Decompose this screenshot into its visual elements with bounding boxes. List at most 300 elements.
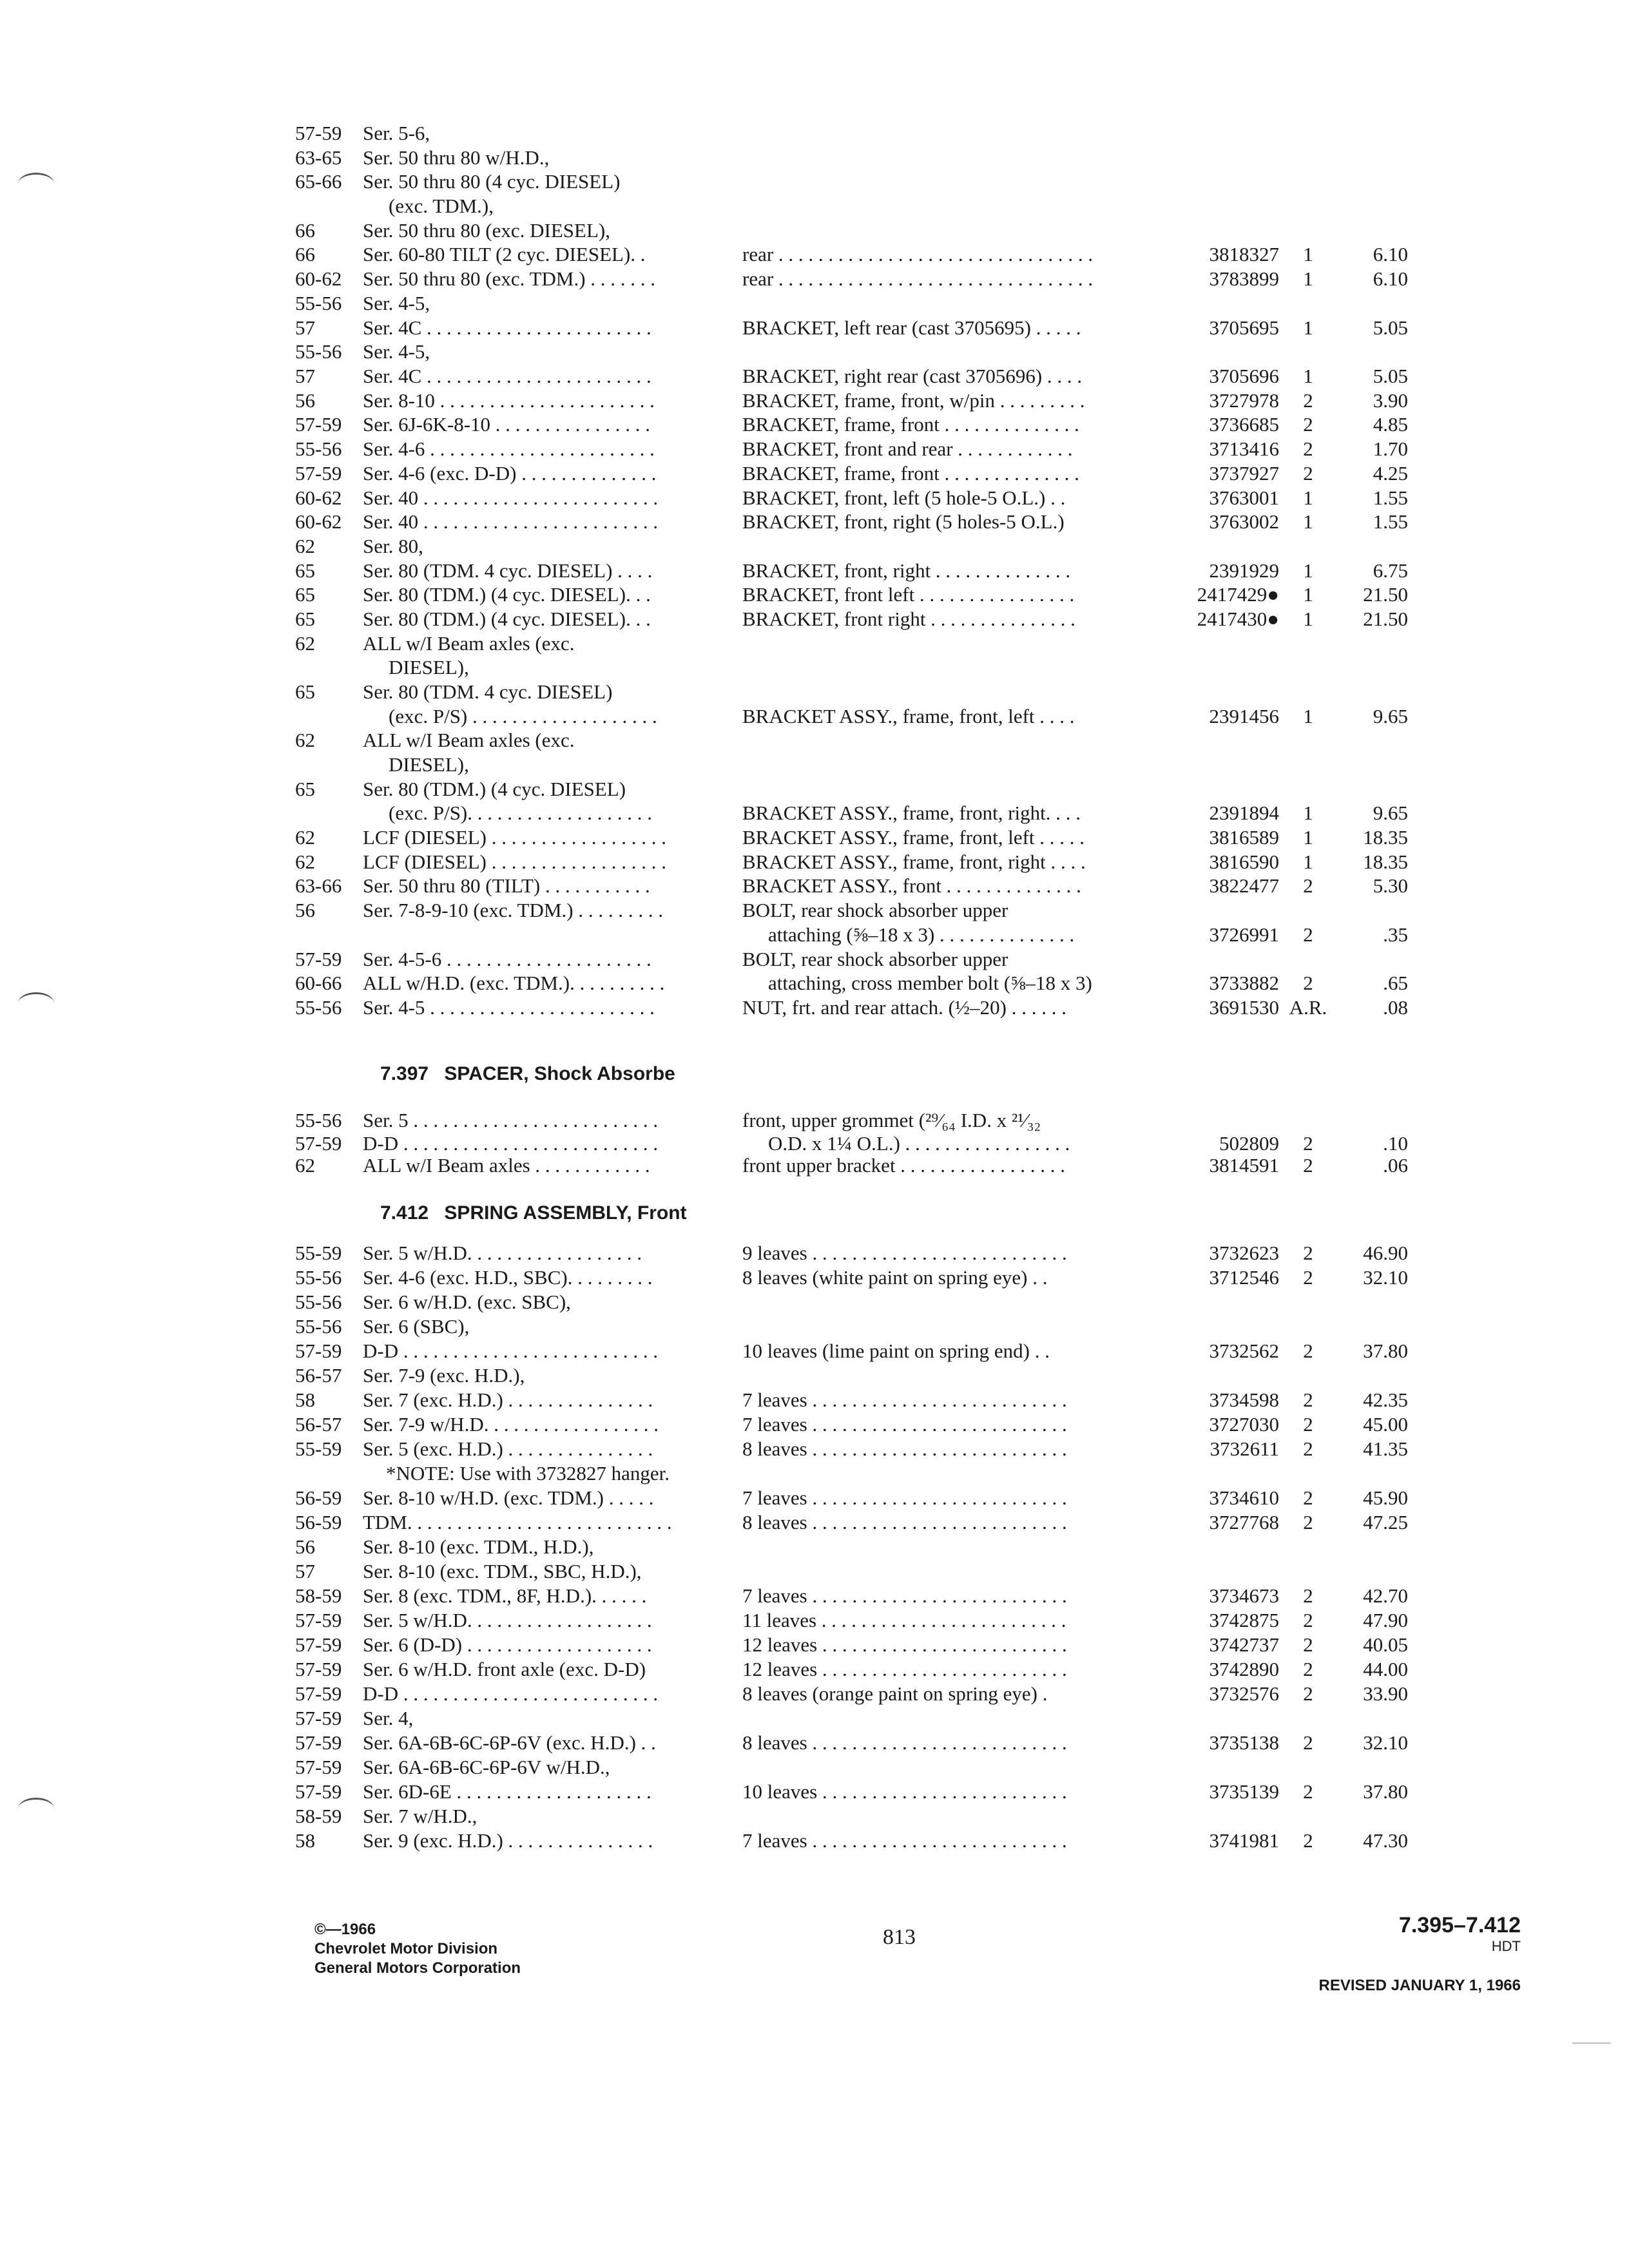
model-year: 57 <box>295 316 315 339</box>
list-item <box>0 801 1629 825</box>
part-description: 12 leaves . . . . . . . . . . . . . . . . . . . . . . . . . <box>742 1658 1067 1680</box>
model-application: Ser. 6J-6K-8-10 . . . . . . . . . . . . . . . . <box>363 413 651 436</box>
model-year: 57-59 <box>295 462 342 485</box>
part-number: 3691530 <box>1209 996 1279 1019</box>
part-description: 8 leaves (white paint on spring eye) . . <box>742 1266 1048 1289</box>
model-year: 60-62 <box>295 267 342 290</box>
part-number: 3736685 <box>1209 413 1279 436</box>
model-application: Ser. 8-10 w/H.D. (exc. TDM.) . . . . . <box>363 1486 654 1509</box>
model-year: 57-59 <box>295 1682 342 1705</box>
price: 1.55 <box>1373 510 1408 533</box>
part-description: BOLT, rear shock absorber upper <box>742 899 1008 921</box>
quantity: 1 <box>1303 559 1313 582</box>
part-description: attaching, cross member bolt (⅝–18 x 3) <box>768 972 1092 994</box>
price: 6.10 <box>1373 243 1408 265</box>
list-item <box>0 582 1629 607</box>
list-item <box>0 1290 1629 1314</box>
model-year: 57-59 <box>295 1731 342 1754</box>
model-year: 57-59 <box>295 1658 342 1680</box>
part-number: 3734598 <box>1209 1389 1279 1411</box>
part-number: 3733882 <box>1209 972 1279 994</box>
model-year: 58 <box>295 1389 315 1411</box>
quantity: 2 <box>1303 1132 1313 1155</box>
model-year: 60-66 <box>295 972 342 994</box>
part-number: 2417430● <box>1197 608 1279 630</box>
model-year: 57-59 <box>295 1340 342 1362</box>
quantity: 1 <box>1303 316 1313 339</box>
quantity: 2 <box>1303 437 1313 460</box>
model-application: Ser. 80 (TDM. 4 cyc. DIESEL) <box>363 680 613 703</box>
quantity: 1 <box>1303 583 1313 606</box>
model-application: (exc. TDM.), <box>389 195 494 217</box>
model-year: 56 <box>295 899 315 921</box>
model-application: Ser. 6A-6B-6C-6P-6V w/H.D., <box>363 1756 610 1778</box>
part-number: 502809 <box>1219 1132 1279 1155</box>
part-description: 7 leaves . . . . . . . . . . . . . . . . . . . . . . . . . . <box>742 1389 1067 1411</box>
part-number: 3741981 <box>1209 1829 1279 1852</box>
quantity: 2 <box>1303 1682 1313 1705</box>
price: 4.85 <box>1373 413 1408 436</box>
model-application: Ser. 50 thru 80 (exc. DIESEL), <box>363 219 610 242</box>
part-description: BRACKET, frame, front . . . . . . . . . . . . . . <box>742 462 1079 485</box>
model-year: 65 <box>295 680 315 703</box>
model-year: 57-59 <box>295 1132 342 1155</box>
price: 4.25 <box>1373 462 1408 485</box>
model-application: Ser. 5 w/H.D. . . . . . . . . . . . . . . . . . . <box>363 1609 652 1631</box>
model-year: 56-59 <box>295 1511 342 1533</box>
price: .35 <box>1383 923 1408 946</box>
list-item <box>0 1108 1629 1133</box>
price: 1.70 <box>1373 437 1408 460</box>
price: 33.90 <box>1363 1682 1408 1705</box>
model-year: 65-66 <box>295 170 342 193</box>
model-year: 56-57 <box>295 1413 342 1436</box>
model-application: ALL w/I Beam axles (exc. <box>363 632 575 655</box>
part-description: 10 leaves (lime paint on spring end) . . <box>742 1340 1050 1362</box>
list-item <box>0 412 1629 437</box>
part-description: 8 leaves . . . . . . . . . . . . . . . . . . . . . . . . . . <box>742 1437 1067 1460</box>
part-description: BRACKET, front and rear . . . . . . . . . . . . <box>742 437 1073 460</box>
list-item <box>0 486 1629 510</box>
part-number: 3727030 <box>1209 1413 1279 1436</box>
part-description: BRACKET, left rear (cast 3705695) . . . . . <box>742 316 1081 339</box>
part-number: 2391929 <box>1209 559 1279 582</box>
quantity: 2 <box>1303 1154 1313 1177</box>
price: 9.65 <box>1373 705 1408 727</box>
model-application: D-D . . . . . . . . . . . . . . . . . . . . . . . . . . <box>363 1132 659 1155</box>
division: Chevrolet Motor Division <box>314 1940 498 1957</box>
quantity: 1 <box>1303 510 1313 533</box>
quantity: 1 <box>1303 802 1313 824</box>
list-item <box>0 631 1629 656</box>
quantity: 2 <box>1303 1242 1313 1264</box>
part-number: 3727768 <box>1209 1511 1279 1533</box>
part-description: BOLT, rear shock absorber upper <box>742 948 1008 970</box>
part-number: 3726991 <box>1209 923 1279 946</box>
list-item <box>0 704 1629 729</box>
model-year: 66 <box>295 219 315 242</box>
part-number: 3742737 <box>1209 1633 1279 1656</box>
model-year: 57-59 <box>295 413 342 436</box>
model-year: 65 <box>295 559 315 582</box>
list-item <box>0 194 1629 218</box>
model-application: Ser. 4-5, <box>363 292 430 314</box>
part-description: 7 leaves . . . . . . . . . . . . . . . . . . . . . . . . . . <box>742 1584 1067 1607</box>
quantity: 2 <box>1303 1486 1313 1509</box>
quantity: 2 <box>1303 1633 1313 1656</box>
section-number: 7.412 <box>380 1202 429 1224</box>
part-number: 3727978 <box>1209 389 1279 412</box>
list-item <box>0 1363 1629 1388</box>
model-year: 55-56 <box>295 996 342 1019</box>
part-number: 3732576 <box>1209 1682 1279 1705</box>
price: 42.35 <box>1363 1389 1408 1411</box>
list-item <box>0 1153 1629 1178</box>
classification: HDT <box>1491 1938 1521 1954</box>
list-item <box>0 389 1629 413</box>
list-item <box>0 923 1629 947</box>
model-application: Ser. 4, <box>363 1707 414 1729</box>
edge-rule <box>1572 2042 1611 2044</box>
part-description: BRACKET, front, right (5 holes-5 O.L.) <box>742 510 1065 533</box>
price: 47.90 <box>1363 1609 1408 1631</box>
part-description: 10 leaves . . . . . . . . . . . . . . . . . . . . . . . . . <box>742 1780 1067 1803</box>
model-application: DIESEL), <box>389 656 469 678</box>
model-application: Ser. 80 (TDM.) (4 cyc. DIESEL). . . <box>363 608 651 630</box>
model-year: 57-59 <box>295 1780 342 1803</box>
list-item <box>0 1437 1629 1461</box>
model-application: LCF (DIESEL) . . . . . . . . . . . . . . . . . . <box>363 826 667 849</box>
part-description: BRACKET ASSY., frame, front, left . . . . . <box>742 826 1085 849</box>
part-number: 3734610 <box>1209 1486 1279 1509</box>
model-year: 57-59 <box>295 1756 342 1778</box>
model-year: 57-59 <box>295 1609 342 1631</box>
part-description: BRACKET ASSY., frame, front, left . . . . <box>742 705 1075 727</box>
list-item <box>0 242 1629 267</box>
list-item <box>0 121 1629 146</box>
model-application: Ser. 7 w/H.D., <box>363 1805 477 1827</box>
model-application: D-D . . . . . . . . . . . . . . . . . . . . . . . . . . <box>363 1340 659 1362</box>
section-heading-spacer <box>380 1063 675 1085</box>
price: .10 <box>1383 1132 1408 1155</box>
quantity: 2 <box>1303 1511 1313 1533</box>
part-description: 9 leaves . . . . . . . . . . . . . . . . . . . . . . . . . . <box>742 1242 1067 1264</box>
copyright: ©—1966 <box>314 1921 376 1938</box>
price: 32.10 <box>1363 1266 1408 1289</box>
model-year: 62 <box>295 850 315 873</box>
part-number: 3763001 <box>1209 486 1279 509</box>
price: 37.80 <box>1363 1340 1408 1362</box>
part-number: 3818327 <box>1209 243 1279 265</box>
price: 6.10 <box>1373 267 1408 290</box>
part-number: 2417429● <box>1197 583 1279 606</box>
list-item <box>0 777 1629 802</box>
price: 41.35 <box>1363 1437 1408 1460</box>
quantity: 2 <box>1303 1266 1313 1289</box>
part-description: 7 leaves . . . . . . . . . . . . . . . . . . . . . . . . . . <box>742 1829 1067 1852</box>
list-item <box>0 1706 1629 1731</box>
part-description: O.D. x 1¼ O.L.) . . . . . . . . . . . . . . . . . <box>768 1132 1070 1155</box>
model-year: 56-57 <box>295 1364 342 1387</box>
model-application: Ser. 4-6 . . . . . . . . . . . . . . . . . . . . . . . <box>363 437 655 460</box>
price: 37.80 <box>1363 1780 1408 1803</box>
model-application: Ser. 6 (SBC), <box>363 1315 470 1338</box>
price: 5.05 <box>1373 365 1408 387</box>
quantity: 2 <box>1303 1389 1313 1411</box>
list-item <box>0 169 1629 194</box>
model-year: 56 <box>295 389 315 412</box>
model-application: Ser. 50 thru 80 w/H.D., <box>363 146 550 169</box>
model-application: Ser. 80, <box>363 535 423 557</box>
model-application: Ser. 4-6 (exc. H.D., SBC). . . . . . . . . <box>363 1266 653 1289</box>
quantity: 2 <box>1303 1731 1313 1754</box>
quantity: 2 <box>1303 1413 1313 1436</box>
model-application: Ser. 4-5-6 . . . . . . . . . . . . . . . . . . . . . <box>363 948 651 970</box>
model-application: Ser. 5 w/H.D. . . . . . . . . . . . . . . . . . <box>363 1242 642 1264</box>
part-number: 3713416 <box>1209 437 1279 460</box>
list-item <box>0 1265 1629 1290</box>
model-application: Ser. 40 . . . . . . . . . . . . . . . . . . . . . . . . <box>363 486 659 509</box>
model-application: Ser. 80 (TDM.) (4 cyc. DIESEL) <box>363 778 626 800</box>
price: .06 <box>1383 1154 1408 1177</box>
price: 47.25 <box>1363 1511 1408 1533</box>
list-item <box>0 1388 1629 1412</box>
model-application: Ser. 8-10 (exc. TDM., H.D.), <box>363 1535 594 1558</box>
list-item <box>0 437 1629 461</box>
list-item <box>0 1804 1629 1829</box>
list-item <box>0 1241 1629 1265</box>
list-item <box>0 971 1629 995</box>
part-description: BRACKET ASSY., front . . . . . . . . . . . . . . <box>742 874 1081 897</box>
model-year: 56 <box>295 1535 315 1558</box>
part-description: rear . . . . . . . . . . . . . . . . . . . . . . . . . . . . . . . . <box>742 243 1094 265</box>
list-item <box>0 510 1629 534</box>
list-item <box>0 461 1629 486</box>
model-application: Ser. 50 thru 80 (4 cyc. DIESEL) <box>363 170 621 193</box>
price: 45.90 <box>1363 1486 1408 1509</box>
quantity: 1 <box>1303 486 1313 509</box>
list-item <box>0 655 1629 680</box>
model-application: *NOTE: Use with 3732827 hanger. <box>386 1462 670 1485</box>
model-year: 58 <box>295 1829 315 1852</box>
model-year: 57-59 <box>295 948 342 970</box>
model-application: Ser. 5-6, <box>363 122 430 144</box>
part-description: BRACKET ASSY., frame, front, right . . . . <box>742 850 1086 873</box>
list-item <box>0 1682 1629 1706</box>
model-application: Ser. 80 (TDM.) (4 cyc. DIESEL). . . <box>363 583 651 606</box>
price: 18.35 <box>1363 850 1408 873</box>
model-year: 57-59 <box>295 1633 342 1656</box>
model-application: Ser. 80 (TDM. 4 cyc. DIESEL) . . . . <box>363 559 653 582</box>
list-item <box>0 316 1629 340</box>
list-item <box>0 825 1629 850</box>
model-year: 55-56 <box>295 1109 342 1131</box>
list-item <box>0 898 1629 923</box>
list-item <box>0 1461 1629 1486</box>
part-number: 3734673 <box>1209 1584 1279 1607</box>
model-application: Ser. 40 . . . . . . . . . . . . . . . . . . . . . . . . <box>363 510 659 533</box>
part-number: 3732623 <box>1209 1242 1279 1264</box>
part-description: front upper bracket . . . . . . . . . . . . . . . . . <box>742 1154 1066 1177</box>
model-year: 63-66 <box>295 874 342 897</box>
model-year: 62 <box>295 729 315 751</box>
list-item <box>0 607 1629 631</box>
model-application: Ser. 9 (exc. H.D.) . . . . . . . . . . . . . . . <box>363 1829 653 1852</box>
part-number: 3742890 <box>1209 1658 1279 1680</box>
quantity: 2 <box>1303 1584 1313 1607</box>
model-application: ALL w/I Beam axles (exc. <box>363 729 575 751</box>
model-year: 55-56 <box>295 437 342 460</box>
model-year: 60-62 <box>295 486 342 509</box>
part-description: BRACKET, front, right . . . . . . . . . . . . . . <box>742 559 1071 582</box>
part-description: front, upper grommet (²⁹⁄₆₄ I.D. x ²¹⁄₃₂ <box>742 1109 1041 1131</box>
model-application: Ser. 7-9 (exc. H.D.), <box>363 1364 525 1387</box>
price: 46.90 <box>1363 1242 1408 1264</box>
list-item <box>0 146 1629 170</box>
price: 32.10 <box>1363 1731 1408 1754</box>
price: 1.55 <box>1373 486 1408 509</box>
list-item <box>0 995 1629 1020</box>
model-year: 57 <box>295 365 315 387</box>
price: .08 <box>1383 996 1408 1019</box>
quantity: 2 <box>1303 413 1313 436</box>
list-item <box>0 680 1629 704</box>
part-number: 3822477 <box>1209 874 1279 897</box>
quantity: 2 <box>1303 923 1313 946</box>
part-description: rear . . . . . . . . . . . . . . . . . . . . . . . . . . . . . . . . <box>742 267 1094 290</box>
model-application: Ser. 60-80 TILT (2 cyc. DIESEL). . <box>363 243 646 265</box>
list-item <box>0 1314 1629 1339</box>
quantity: 2 <box>1303 1658 1313 1680</box>
list-item <box>0 1486 1629 1510</box>
list-item <box>0 1608 1629 1633</box>
list-item <box>0 559 1629 583</box>
quantity: 2 <box>1303 1780 1313 1803</box>
part-description: NUT, frt. and rear attach. (½–20) . . . . . . <box>742 996 1066 1019</box>
model-application: DIESEL), <box>389 753 469 776</box>
price: 5.05 <box>1373 316 1408 339</box>
price: 6.75 <box>1373 559 1408 582</box>
price: 40.05 <box>1363 1633 1408 1656</box>
model-year: 55-56 <box>295 1315 342 1338</box>
model-year: 63-65 <box>295 146 342 169</box>
part-description: 11 leaves . . . . . . . . . . . . . . . . . . . . . . . . . <box>742 1609 1066 1631</box>
page-number: 813 <box>883 1925 916 1949</box>
model-application: TDM. . . . . . . . . . . . . . . . . . . . . . . . . . . <box>363 1511 672 1533</box>
price: 42.70 <box>1363 1584 1408 1607</box>
list-item <box>0 1510 1629 1535</box>
model-application: Ser. 4C . . . . . . . . . . . . . . . . . . . . . . . <box>363 316 651 339</box>
model-application: Ser. 50 thru 80 (TILT) . . . . . . . . . . . <box>363 874 650 897</box>
publisher-block <box>314 1920 521 1978</box>
list-item <box>0 850 1629 874</box>
part-number: 3742875 <box>1209 1609 1279 1631</box>
quantity: 2 <box>1303 874 1313 897</box>
model-application: Ser. 6 (D-D) . . . . . . . . . . . . . . . . . . . <box>363 1633 652 1656</box>
part-description: BRACKET, front, left (5 hole-5 O.L.) . . <box>742 486 1066 509</box>
part-number: 3712546 <box>1209 1266 1279 1289</box>
model-application: Ser. 6 w/H.D. (exc. SBC), <box>363 1291 571 1313</box>
model-year: 62 <box>295 1154 315 1177</box>
list-item <box>0 753 1629 777</box>
model-year: 58-59 <box>295 1805 342 1827</box>
list-item <box>0 1131 1629 1156</box>
part-description: 12 leaves . . . . . . . . . . . . . . . . . . . . . . . . . <box>742 1633 1067 1656</box>
model-application: Ser. 8-10 . . . . . . . . . . . . . . . . . . . . . . <box>363 389 655 412</box>
list-item <box>0 1657 1629 1682</box>
part-description: BRACKET, right rear (cast 3705696) . . . . <box>742 365 1083 387</box>
quantity: 1 <box>1303 608 1313 630</box>
part-number: 3705695 <box>1209 316 1279 339</box>
price: 3.90 <box>1373 389 1408 412</box>
part-number: 3816590 <box>1209 850 1279 873</box>
quantity: 1 <box>1303 267 1313 290</box>
model-application: Ser. 50 thru 80 (exc. TDM.) . . . . . . . <box>363 267 656 290</box>
model-year: 65 <box>295 778 315 800</box>
list-item <box>0 364 1629 389</box>
quantity: 1 <box>1303 826 1313 849</box>
model-application: ALL w/H.D. (exc. TDM.). . . . . . . . . . <box>363 972 665 994</box>
model-year: 58-59 <box>295 1584 342 1607</box>
quantity: 2 <box>1303 1340 1313 1362</box>
model-application: Ser. 8-10 (exc. TDM., SBC, H.D.), <box>363 1560 642 1582</box>
part-description: 8 leaves . . . . . . . . . . . . . . . . . . . . . . . . . . <box>742 1731 1067 1754</box>
price: .65 <box>1383 972 1408 994</box>
model-year: 55-59 <box>295 1242 342 1264</box>
model-year: 62 <box>295 632 315 655</box>
list-item <box>0 267 1629 291</box>
model-application: Ser. 4-5 . . . . . . . . . . . . . . . . . . . . . . . <box>363 996 655 1019</box>
price: 18.35 <box>1363 826 1408 849</box>
list-item <box>0 874 1629 898</box>
model-application: Ser. 4-5, <box>363 340 430 363</box>
model-application: Ser. 4-6 (exc. D-D) . . . . . . . . . . . . . . <box>363 462 657 485</box>
part-number: 3735138 <box>1209 1731 1279 1754</box>
part-description: 8 leaves . . . . . . . . . . . . . . . . . . . . . . . . . . <box>742 1511 1067 1533</box>
quantity: 2 <box>1303 972 1313 994</box>
model-application: Ser. 7-8-9-10 (exc. TDM.) . . . . . . . . . <box>363 899 664 921</box>
section-title: SPRING ASSEMBLY, Front <box>444 1202 687 1224</box>
list-item <box>0 1633 1629 1657</box>
price: 21.50 <box>1363 608 1408 630</box>
list-item <box>0 1412 1629 1437</box>
model-application: Ser. 8 (exc. TDM., 8F, H.D.). . . . . . <box>363 1584 647 1607</box>
section-range-block <box>1353 1912 1521 1955</box>
price: 47.30 <box>1363 1829 1408 1852</box>
part-number: 3732562 <box>1209 1340 1279 1362</box>
model-application: Ser. 7 (exc. H.D.) . . . . . . . . . . . . . . . <box>363 1389 653 1411</box>
model-year: 56-59 <box>295 1486 342 1509</box>
part-number: 3732611 <box>1210 1437 1279 1460</box>
model-application: Ser. 6 w/H.D. front axle (exc. D-D) <box>363 1658 646 1680</box>
list-item <box>0 291 1629 316</box>
list-item <box>0 1829 1629 1853</box>
part-description: BRACKET ASSY., frame, front, right. . . . <box>742 802 1081 824</box>
model-application: LCF (DIESEL) . . . . . . . . . . . . . . . . . . <box>363 850 667 873</box>
list-item <box>0 728 1629 753</box>
revision-date: REVISED JANUARY 1, 1966 <box>1318 1977 1521 1994</box>
model-application: D-D . . . . . . . . . . . . . . . . . . . . . . . . . . <box>363 1682 659 1705</box>
part-number: 3705696 <box>1209 365 1279 387</box>
part-number: 3816589 <box>1209 826 1279 849</box>
list-item <box>0 1780 1629 1804</box>
part-number: 3737927 <box>1209 462 1279 485</box>
model-application: ALL w/I Beam axles . . . . . . . . . . . . <box>363 1154 650 1177</box>
part-description: attaching (⅝–18 x 3) . . . . . . . . . . . . . . <box>768 923 1075 946</box>
model-year: 62 <box>295 535 315 557</box>
model-year: 55-56 <box>295 292 342 314</box>
model-application: Ser. 6D-6E . . . . . . . . . . . . . . . . . . . . <box>363 1780 651 1803</box>
